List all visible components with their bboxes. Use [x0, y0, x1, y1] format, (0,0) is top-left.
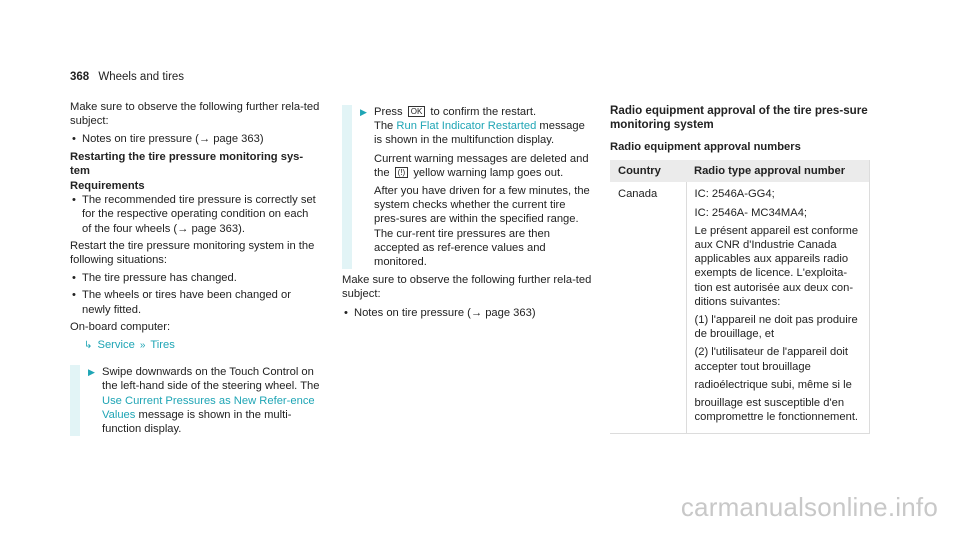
- situation-text: The tire pressure has changed.: [82, 272, 237, 285]
- step-text-part: message is shown in the multi-function display.: [102, 408, 292, 436]
- list-item: [70, 132, 320, 146]
- step-text-part: yellow warning lamp goes out.: [410, 166, 564, 179]
- approval-line: IC: 2546A- MC34MA4;: [694, 206, 808, 219]
- approval-line: radioélectrique subi, même si le: [694, 378, 852, 391]
- step-arrow-icon: ▶: [360, 107, 367, 117]
- watermark: carmanualsonline.info: [680, 492, 938, 522]
- step-arrow-icon: ▶: [88, 367, 95, 378]
- table-cell-approval: [686, 182, 869, 433]
- double-chevron-icon: »: [139, 340, 146, 352]
- column-1: [70, 100, 320, 440]
- step-1: [70, 365, 320, 436]
- section-title: Wheels and tires: [98, 71, 185, 83]
- step-text-part: Swipe downwards on the Touch Control on the left-hand side of the steering wheel. The: [102, 366, 320, 393]
- list-item: [70, 288, 320, 316]
- step-text-part: message is shown in the multifunction display.: [374, 120, 585, 147]
- requirement-text: The recommended tire pressure is correctly set for the respective operating condition on each of the four wheels (→ page 363).: [82, 194, 316, 235]
- approval-line: brouillage est susceptible d'en compromettre le fonctionnement.: [694, 397, 859, 424]
- bullet-icon: •: [72, 272, 76, 285]
- step-text: [102, 365, 320, 436]
- approval-line: (2) l'utilisateur de l'appareil doit accepter tout brouillage: [694, 346, 849, 373]
- column-header-approval: Radio type approval number: [686, 160, 869, 182]
- return-arrow-icon: ↳: [84, 340, 93, 352]
- step-text-part: to confirm the restart.: [427, 106, 537, 118]
- warning-lamp-icon: (!): [395, 167, 409, 178]
- page-number: 368: [70, 71, 90, 83]
- table-caption: Radio equipment approval numbers: [610, 141, 801, 153]
- bullet-icon: •: [72, 289, 76, 302]
- menu-item-tires[interactable]: Tires: [150, 339, 175, 352]
- column-header-country: Country: [610, 160, 686, 182]
- step-text: After you have driven for a few minutes, the system checks whether the current tire pres-sures are within the specified range. The cur-rent tire pressures are then accepted as ref-erence values and monitored.: [374, 185, 590, 269]
- approval-line: Le présent appareil est conforme aux CNR d'Industrie Canada applicables aux appareils radio exempts de licence. L'exploita-tion est autorisée aux deux con-ditions suivantes:: [694, 224, 859, 308]
- section-heading: Radio equipment approval of the tire pres-sure monitoring system: [610, 104, 868, 131]
- step-text: [374, 152, 592, 180]
- step-2: [342, 105, 592, 269]
- approval-line: IC: 2546A-GG4;: [694, 188, 775, 201]
- outro-text: Make sure to observe the following further rela-ted subject:: [342, 274, 592, 301]
- restart-text: Restart the tire pressure monitoring system in the following situations:: [70, 239, 315, 267]
- page-header: [70, 71, 184, 83]
- table-header-row: [610, 160, 869, 182]
- table-row: [610, 182, 869, 433]
- ok-key-icon: OK: [408, 106, 426, 117]
- message-name: Run Flat Indicator Restarted: [396, 120, 537, 133]
- menu-path: [70, 338, 320, 353]
- section-heading: Restarting the tire pressure monitoring sys-tem: [70, 150, 304, 177]
- related-link[interactable]: Notes on tire pressure (→ page 363): [354, 306, 536, 319]
- step-text-part: Press: [374, 106, 406, 118]
- menu-item-service[interactable]: Service: [97, 339, 135, 352]
- table-cell-country: Canada: [618, 188, 658, 201]
- step-text-part: The: [374, 120, 397, 133]
- situation-text: The wheels or tires have been changed or newly fitted.: [82, 289, 291, 316]
- list-item: [70, 193, 320, 236]
- onboard-label: On-board computer:: [70, 320, 171, 333]
- requirements-heading: Requirements: [70, 180, 145, 193]
- step-text-part: Current warning messages are deleted and the: [374, 152, 589, 179]
- step-text: [374, 105, 592, 148]
- intro-text: Make sure to observe the following further rela-ted subject:: [70, 101, 320, 128]
- approval-line: (1) l'appareil ne doit pas produire de brouillage, et: [694, 314, 858, 341]
- related-link[interactable]: Notes on tire pressure (→ page 363): [82, 133, 264, 146]
- list-item: [342, 306, 592, 320]
- message-name: Use Current Pressures as New Refer-ence Values: [102, 394, 315, 421]
- bullet-icon: •: [344, 306, 348, 319]
- approval-table: [610, 160, 870, 434]
- column-3: [610, 104, 870, 434]
- list-item: [70, 271, 320, 285]
- bullet-icon: •: [72, 194, 76, 207]
- column-2: [342, 100, 592, 323]
- bullet-icon: •: [72, 133, 76, 146]
